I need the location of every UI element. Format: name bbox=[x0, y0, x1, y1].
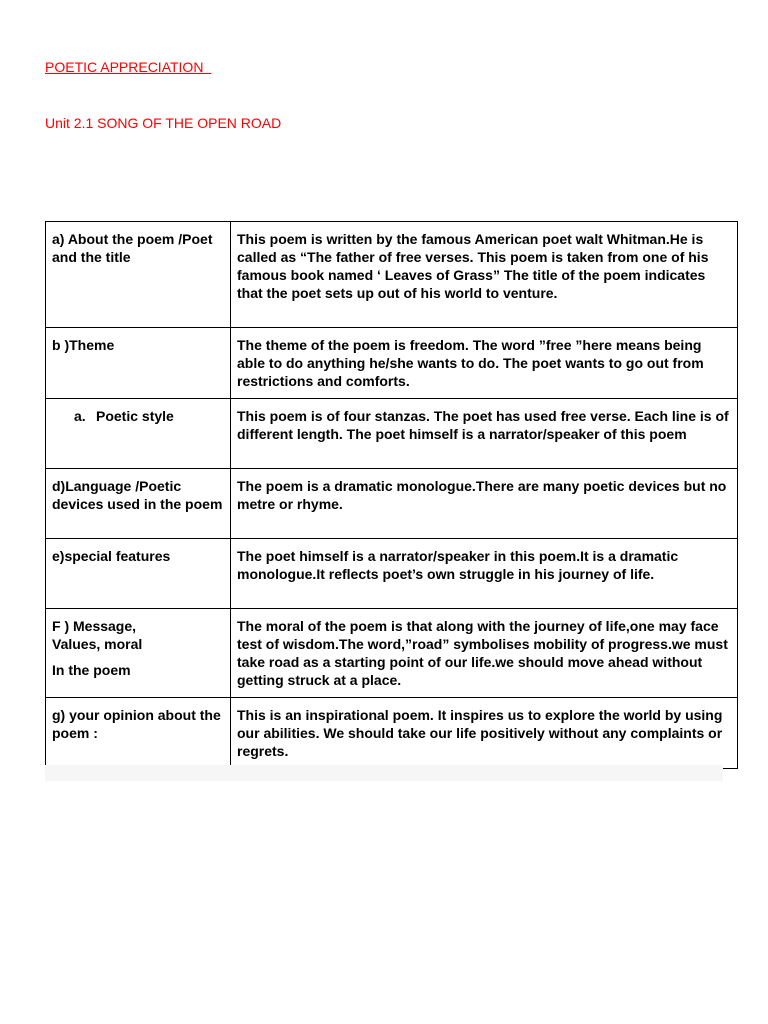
row-label-about: a) About the poem /Poet and the title bbox=[46, 222, 231, 328]
row-content-message: The moral of the poem is that along with the journey of life,one may face test of wisdom.The word,”road” symbolises mobility of progress.we must take road as a starting point of our life.we should move ahead without getting struck at a place. bbox=[231, 609, 738, 698]
row-label-message-line1: F ) Message, bbox=[52, 618, 137, 634]
table-row-message bbox=[46, 609, 738, 698]
row-content-about: This poem is written by the famous American poet walt Whitman.He is called as “The father of free verses. This poem is taken from one of his famous book named ‘ Leaves of Grass” The title of the poem indicates that the poet sets up out of his world to venture. bbox=[231, 222, 738, 328]
row-label-opinion: g) your opinion about the poem : bbox=[46, 698, 231, 769]
row-label-poetic-style-cell bbox=[46, 399, 231, 469]
list-marker: a. bbox=[74, 408, 86, 424]
row-content-language: The poem is a dramatic monologue.There are many poetic devices but no metre or rhyme. bbox=[231, 469, 738, 539]
table-row-special-features bbox=[46, 539, 738, 609]
table-row-opinion bbox=[46, 698, 738, 769]
row-label-theme: b )Theme bbox=[46, 328, 231, 399]
row-label-poetic-style: Poetic style bbox=[96, 408, 174, 424]
table-row-poetic-style bbox=[46, 399, 738, 469]
appreciation-table bbox=[45, 221, 738, 769]
row-label-message-line3: In the poem bbox=[52, 662, 131, 678]
unit-title: Unit 2.1 SONG OF THE OPEN ROAD bbox=[45, 115, 282, 131]
page-title: POETIC APPRECIATION bbox=[45, 59, 212, 75]
table-row-about bbox=[46, 222, 738, 328]
row-label-language: d)Language /Poetic devices used in the poem bbox=[46, 469, 231, 539]
table-row-theme bbox=[46, 328, 738, 399]
row-content-poetic-style: This poem is of four stanzas. The poet has used free verse. Each line is of different length. The poet himself is a narrator/speaker of this poem bbox=[231, 399, 738, 469]
row-label-poetic-style-wrap bbox=[52, 407, 224, 425]
row-label-message-cell bbox=[46, 609, 231, 698]
page-shadow-strip bbox=[45, 765, 723, 781]
row-content-opinion: This is an inspirational poem. It inspires us to explore the world by using our abilities. We should take our life positively without any complaints or regrets. bbox=[231, 698, 738, 769]
table-row-language bbox=[46, 469, 738, 539]
row-label-special-features: e)special features bbox=[46, 539, 231, 609]
row-content-theme: The theme of the poem is freedom. The word ”free ”here means being able to do anything he/she wants to do. The poet wants to go out from restrictions and comforts. bbox=[231, 328, 738, 399]
row-content-special-features: The poet himself is a narrator/speaker in this poem.It is a dramatic monologue.It reflects poet’s own struggle in his journey of life. bbox=[231, 539, 738, 609]
row-label-message-line2: Values, moral bbox=[52, 636, 143, 652]
